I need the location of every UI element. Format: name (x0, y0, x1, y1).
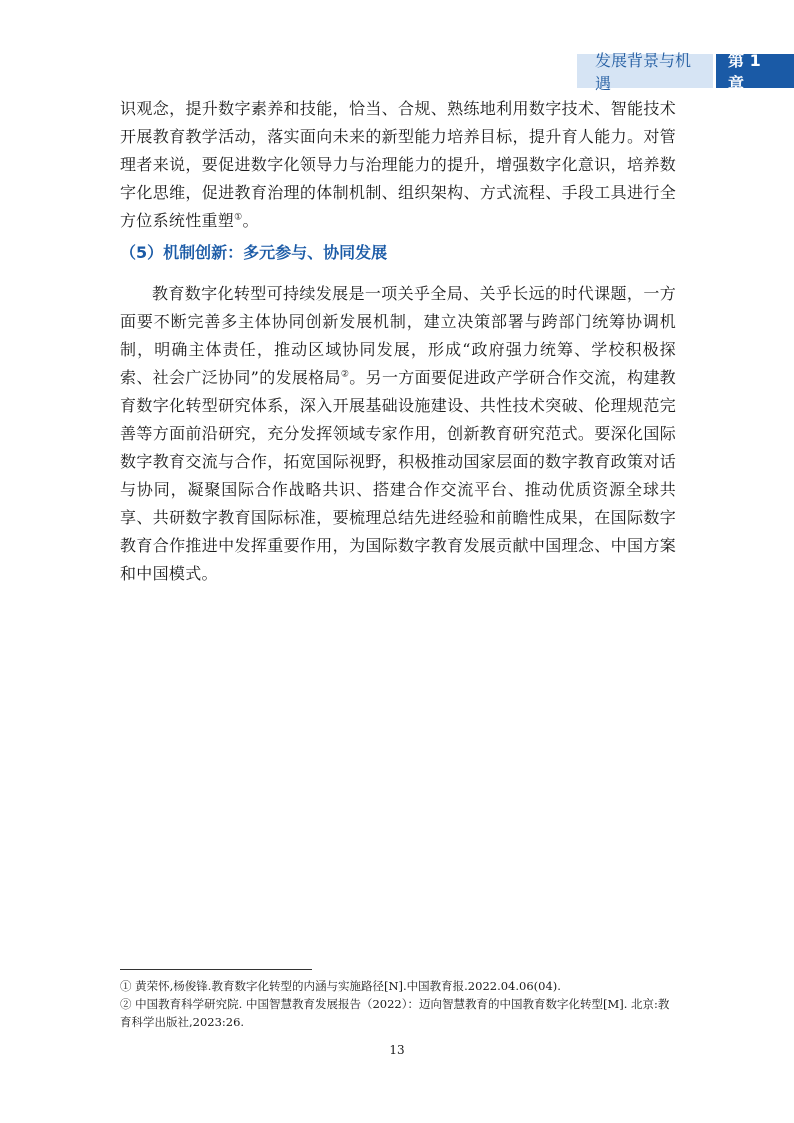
chapter-header (577, 51, 794, 93)
footnotes (120, 977, 680, 1031)
chapter-label: 第 1 章 (716, 54, 794, 88)
footnote-ref-1[interactable]: ① (234, 212, 243, 223)
section-title: 发展背景与机遇 (577, 54, 713, 88)
footnote-divider (120, 969, 312, 970)
footnote-ref-2[interactable]: ② (340, 369, 350, 380)
paragraph-2 (120, 280, 676, 588)
footnote-2: ② 中国教育科学研究院. 中国智慧教育发展报告（2022）：迈向智慧教育的中国教育数字化转型[M]. 北京:教育科学出版社,2023:26. (120, 997, 670, 1029)
paragraph-1-end: 。 (242, 211, 259, 230)
footnote-1: ① 黄荣怀,杨俊锋.教育数字化转型的内涵与实施路径[N].中国教育报.2022.04.06(04). (120, 979, 561, 993)
section-heading: （5）机制创新：多元参与、协同发展 (120, 243, 388, 262)
paragraph-2-text-a: 教育数字化转型可持续发展是一项关乎全局、关乎长远的时代课题，一方面要不断完善多主体协同创新发展机制，建立决策部署与跨部门统筹协调机制，明确主体责任，推动区域协同发展，形成“政府强力统筹、学校积极探索、社会广泛协同”的发展格局 (120, 284, 676, 387)
paragraph-1-text: 识观念，提升数字素养和技能，恰当、合规、熟练地利用数字技术、智能技术开展教育教学活动，落实面向未来的新型能力培养目标，提升育人能力。对管理者来说，要促进数字化领导力与治理能力的提升，增强数字化意识，培养数字化思维，促进教育治理的体制机制、组织架构、方式流程、手段工具进行全方位系统性重塑 (120, 99, 676, 230)
paragraph-1 (120, 95, 676, 235)
page-number: 13 (389, 1043, 405, 1057)
paragraph-2-text-b: 。另一方面要促进政产学研合作交流，构建教育数字化转型研究体系，深入开展基础设施建设、共性技术突破、伦理规范完善等方面前沿研究，充分发挥领域专家作用，创新教育研究范式。要深化国际数字教育交流与合作，拓宽国际视野，积极推动国家层面的数字教育政策对话与协同，凝聚国际合作战略共识、搭建合作交流平台、推动优质资源全球共享、共研数字教育国际标准，要梳理总结先进经验和前瞻性成果，在国际数字教育合作推进中发挥重要作用，为国际数字教育发展贡献中国理念、中国方案和中国模式。 (120, 368, 676, 583)
